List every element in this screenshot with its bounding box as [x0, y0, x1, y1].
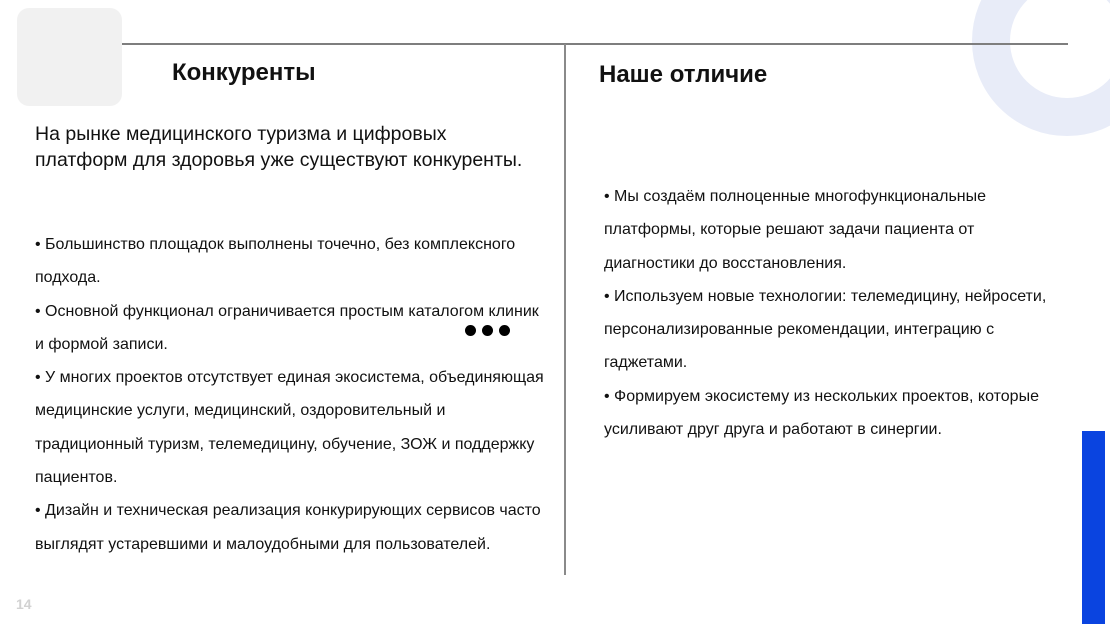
our-difference-list — [604, 180, 1064, 446]
decorative-square — [17, 8, 122, 106]
dot — [499, 325, 510, 336]
list-item: • Дизайн и техническая реализация конкурирующих сервисов часто выглядят устаревшими и малоудобными для пользователей. — [35, 502, 541, 553]
column-divider — [564, 44, 566, 575]
list-item: • Используем новые технологии: телемедицину, нейросети, персонализированные рекомендации, интеграцию с гаджетами. — [604, 287, 1047, 372]
competitors-intro: На рынке медицинского туризма и цифровых платформ для здоровья уже существуют конкуренты. — [35, 123, 523, 171]
decorative-arc — [972, 0, 1110, 136]
list-item: • Основной функционал ограничивается простым каталогом клиник и формой записи. — [35, 302, 539, 353]
our-difference-title: Наше отличие — [599, 61, 768, 88]
list-item: • Мы создаём полноценные многофункциональные платформы, которые решают задачи пациента от диагностики до восстановления. — [604, 188, 987, 272]
competitors-title: Конкуренты — [172, 59, 316, 86]
dot — [465, 325, 476, 336]
competitors-list — [35, 228, 545, 561]
list-item: • У многих проектов отсутствует единая экосистема, объединяющая медицинские услуги, медицинский, оздоровительный и традиционный туризм, телемедицину, обучение, ЗОЖ и поддержку пациентов. — [35, 369, 544, 487]
accent-bar — [1082, 431, 1105, 624]
ellipsis-icon — [465, 325, 510, 336]
header-divider — [122, 43, 1068, 45]
list-item: • Большинство площадок выполнены точечно, без комплексного подхода. — [35, 236, 516, 287]
list-item: • Формируем экосистему из нескольких проектов, которые усиливают друг друга и работают в синергии. — [604, 387, 1039, 439]
dot — [482, 325, 493, 336]
page-number: 14 — [16, 596, 32, 612]
